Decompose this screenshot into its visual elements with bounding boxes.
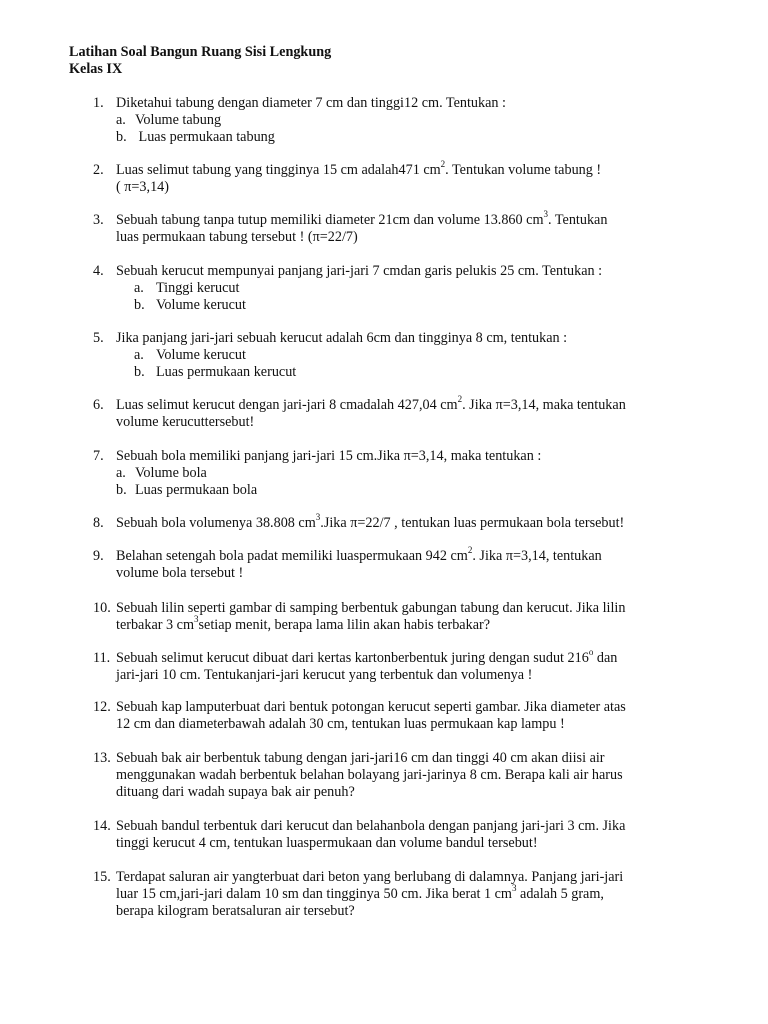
sub-question <box>116 347 693 364</box>
question-line: luas permukaan tabung tersebut ! (π=22/7) <box>116 229 358 245</box>
question-text <box>116 448 693 499</box>
question-line: 12 cm dan diameterbawah adalah 30 cm, tentukan luas permukaan kap lampu ! <box>116 716 565 732</box>
sub-question <box>116 112 693 129</box>
sub-question-label: a. <box>116 112 126 128</box>
question-item <box>93 330 693 381</box>
sub-question-label: b. <box>134 364 145 380</box>
question-line: volume bola tersebut ! <box>116 565 244 581</box>
sub-question <box>116 129 693 146</box>
question-line: Sebuah bak air berbentuk tabung dengan jari-jari16 cm dan tinggi 40 cm akan diisi air <box>116 750 605 766</box>
sub-question-label: a. <box>134 347 144 363</box>
sub-question-text: Luas permukaan kerucut <box>156 364 297 380</box>
sub-question-text: Volume kerucut <box>156 297 246 313</box>
question-text <box>116 95 693 146</box>
question-item <box>93 159 693 196</box>
question-number: 4. <box>93 263 104 279</box>
sub-question-label: b. <box>116 129 127 145</box>
question-line: dituang dari wadah supaya bak air penuh? <box>116 784 355 800</box>
sub-question-text: Volume kerucut <box>156 347 246 363</box>
sub-question-text: Tinggi kerucut <box>156 280 240 296</box>
question-line: luar 15 cm,jari-jari dalam 10 sm dan tingginya 50 cm. Jika berat 1 $cm^3$ adalah 5 gram, <box>116 883 604 902</box>
question-text <box>116 209 693 246</box>
question-number: 6. <box>93 397 104 413</box>
sub-question-text: Luas permukaan tabung <box>135 129 275 145</box>
question-number: 12. <box>93 699 111 715</box>
question-line: Sebuah bola memiliki panjang jari-jari 15 cm.Jika π=3,14, maka tentukan : <box>116 448 542 464</box>
question-text <box>116 330 693 381</box>
question-number: 10. <box>93 600 111 616</box>
sub-question-text: Volume tabung <box>135 112 222 128</box>
question-line: Belahan setengah bola padat memiliki luaspermukaan 942 $cm^2$. Jika π=3,14, tentukan <box>116 545 602 564</box>
question-line: volume kerucuttersebut! <box>116 414 255 430</box>
question-line: Terdapat saluran air yangterbuat dari beton yang berlubang di dalamnya. Panjang jari-jari <box>116 869 624 885</box>
question-item <box>93 818 693 852</box>
question-item <box>93 448 693 499</box>
worksheet-class-label: Kelas IX <box>69 61 123 77</box>
question-line: Luas selimut tabung yang tingginya 15 cm adalah471 $cm^2$. Tentukan volume tabung ! <box>116 159 602 178</box>
sub-question <box>116 465 693 482</box>
sub-question <box>116 364 693 381</box>
question-line: Luas selimut kerucut dengan jari-jari 8 cmadalah 427,04 $cm^2$. Jika π=3,14, maka tentukan <box>116 394 626 413</box>
question-item <box>93 512 693 532</box>
question-line: terbakar 3 $cm^3setiap$ menit, berapa lama lilin akan habis terbakar? <box>116 614 491 633</box>
sub-question-label: a. <box>116 465 126 481</box>
question-line: Sebuah selimut kerucut dibuat dari kertas kartonberbentuk juring dengan sudut 216$^o$ dan <box>116 647 618 666</box>
question-item <box>93 699 693 733</box>
question-number: 11. <box>93 650 111 666</box>
question-line: Sebuah kap lamputerbuat dari bentuk potongan kerucut seperti gambar. Jika diameter atas <box>116 699 626 715</box>
question-line: ( π=3,14) <box>116 179 169 195</box>
question-number: 15. <box>93 869 111 885</box>
question-text <box>116 750 693 801</box>
question-text <box>116 512 693 532</box>
question-text <box>116 818 693 852</box>
question-item <box>93 545 693 582</box>
sub-question <box>116 280 693 297</box>
question-item <box>93 600 693 634</box>
sub-question-text: Luas permukaan bola <box>135 482 258 498</box>
worksheet-title: Latihan Soal Bangun Ruang Sisi Lengkung <box>69 44 332 60</box>
question-line: Jika panjang jari-jari sebuah kerucut adalah 6cm dan tingginya 8 cm, tentukan : <box>116 330 568 346</box>
question-text <box>116 699 693 733</box>
question-line: Sebuah kerucut mempunyai panjang jari-jari 7 cmdan garis pelukis 25 cm. Tentukan : <box>116 263 603 279</box>
question-line: Sebuah tabung tanpa tutup memiliki diameter 21cm dan volume 13.860 $cm^3$. Tentukan <box>116 209 608 228</box>
question-number: 3. <box>93 212 104 228</box>
question-text <box>116 159 693 196</box>
question-text <box>116 394 693 431</box>
question-line: Diketahui tabung dengan diameter 7 cm dan tinggi12 cm. Tentukan : <box>116 95 506 111</box>
question-text <box>116 545 693 582</box>
question-number: 5. <box>93 330 104 346</box>
question-number: 13. <box>93 750 111 766</box>
question-line: berapa kilogram beratsaluran air tersebut? <box>116 903 355 919</box>
question-number: 9. <box>93 548 104 564</box>
question-item <box>93 869 693 920</box>
sub-question-label: a. <box>134 280 144 296</box>
question-line: jari-jari 10 cm. Tentukanjari-jari kerucut yang terbentuk dan volumenya ! <box>116 667 533 683</box>
question-text <box>116 600 693 634</box>
question-line: Sebuah lilin seperti gambar di samping berbentuk gabungan tabung dan kerucut. Jika lilin <box>116 600 626 616</box>
sub-question-label: b. <box>116 482 127 498</box>
question-text <box>116 263 693 314</box>
sub-question-label: b. <box>134 297 145 313</box>
question-item <box>93 209 693 246</box>
question-item <box>93 750 693 801</box>
question-item <box>93 263 693 314</box>
question-line: menggunakan wadah berbentuk belahan bolayang jari-jarinya 8 cm. Berapa kali air harus <box>116 767 623 783</box>
question-number: 1. <box>93 95 104 111</box>
question-item <box>93 95 693 146</box>
question-line: tinggi kerucut 4 cm, tentukan luaspermukaan dan volume bandul tersebut! <box>116 835 538 851</box>
question-number: 14. <box>93 818 111 834</box>
sub-question <box>116 297 693 314</box>
question-item <box>93 394 693 431</box>
question-item <box>93 647 693 684</box>
worksheet-header <box>69 44 331 78</box>
question-number: 8. <box>93 515 104 531</box>
question-number: 7. <box>93 448 104 464</box>
question-text <box>116 869 693 920</box>
question-line: Sebuah bandul terbentuk dari kerucut dan belahanbola dengan panjang jari-jari 3 cm. Jika <box>116 818 626 834</box>
question-line: Sebuah bola volumenya 38.808 $cm^3.Jika$ π=22/7 , tentukan luas permukaan bola tersebut! <box>116 512 625 531</box>
question-text <box>116 647 693 684</box>
sub-question-text: Volume bola <box>135 465 207 481</box>
question-number: 2. <box>93 162 104 178</box>
sub-question <box>116 482 693 499</box>
